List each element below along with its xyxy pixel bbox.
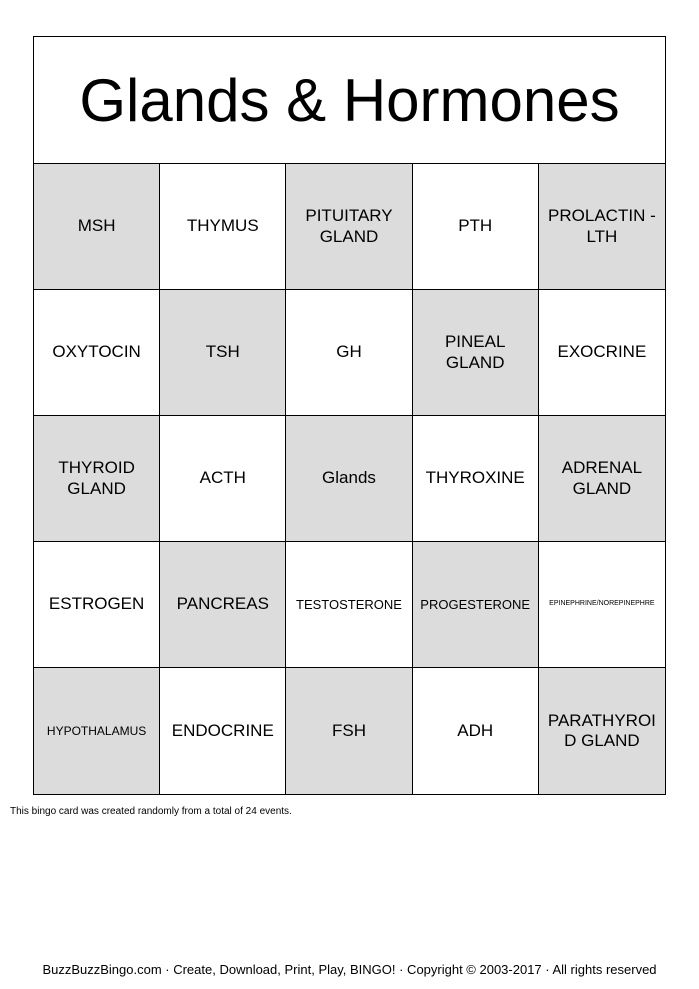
bingo-cell: FSH — [286, 668, 412, 794]
bingo-cell: PTH — [413, 164, 539, 290]
bingo-cell: PANCREAS — [160, 542, 286, 668]
card-note: This bingo card was created randomly from a total of 24 events. — [10, 806, 292, 817]
bingo-cell: PITUITARY GLAND — [286, 164, 412, 290]
bingo-cell: Glands — [286, 416, 412, 542]
bingo-cell: PINEAL GLAND — [413, 290, 539, 416]
bingo-cell: PROLACTIN - LTH — [539, 164, 665, 290]
bingo-cell: EPINEPHRINE/NOREPINEPHRE — [539, 542, 665, 668]
bingo-cell: ENDOCRINE — [160, 668, 286, 794]
bingo-cell: ADRENAL GLAND — [539, 416, 665, 542]
bingo-grid — [34, 164, 665, 794]
bingo-cell: ADH — [413, 668, 539, 794]
bingo-cell: ACTH — [160, 416, 286, 542]
bingo-cell: EXOCRINE — [539, 290, 665, 416]
bingo-cell: HYPOTHALAMUS — [34, 668, 160, 794]
bingo-cell: ESTROGEN — [34, 542, 160, 668]
bingo-cell: MSH — [34, 164, 160, 290]
bingo-card — [33, 36, 666, 795]
bingo-cell: PARATHYROID GLAND — [539, 668, 665, 794]
bingo-cell: GH — [286, 290, 412, 416]
bingo-cell: TESTOSTERONE — [286, 542, 412, 668]
bingo-cell: THYROID GLAND — [34, 416, 160, 542]
card-title: Glands & Hormones — [34, 37, 665, 164]
bingo-cell: THYMUS — [160, 164, 286, 290]
bingo-cell: PROGESTERONE — [413, 542, 539, 668]
bingo-cell: TSH — [160, 290, 286, 416]
page-footer: BuzzBuzzBingo.com · Create, Download, Print, Play, BINGO! · Copyright © 2003-2017 · All rights reserved — [42, 962, 657, 977]
bingo-cell: OXYTOCIN — [34, 290, 160, 416]
bingo-cell: THYROXINE — [413, 416, 539, 542]
